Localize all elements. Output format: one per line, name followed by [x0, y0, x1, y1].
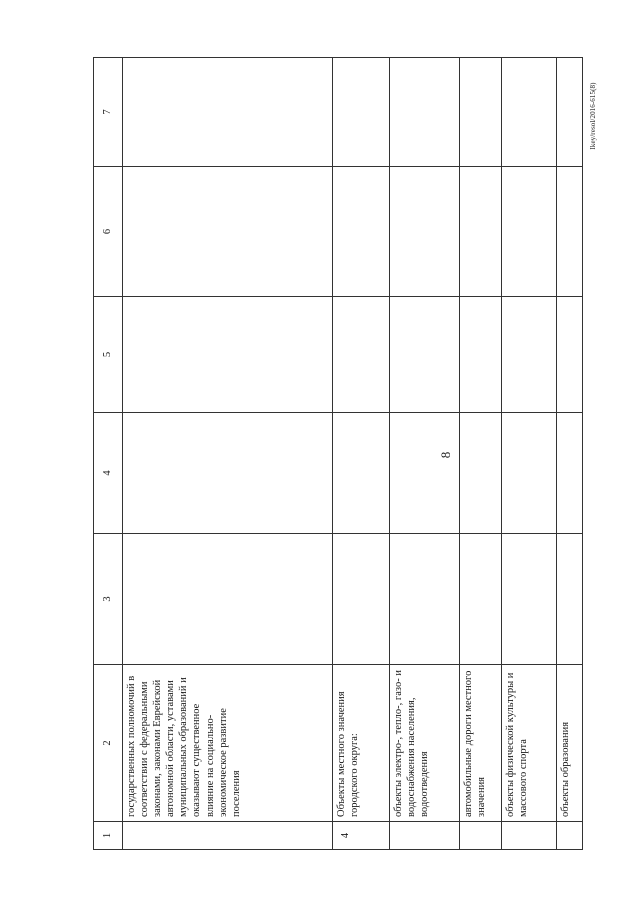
- page-number: 8: [438, 451, 453, 459]
- table-row: [333, 58, 390, 850]
- empty-cell: [333, 297, 390, 413]
- empty-cell: [123, 413, 333, 534]
- empty-cell: [390, 167, 460, 297]
- row-number-cell: [333, 822, 390, 850]
- column-header: 3: [94, 534, 123, 665]
- empty-cell: [390, 297, 460, 413]
- column-header: 7: [94, 58, 123, 167]
- empty-cell: [460, 58, 502, 167]
- empty-cell: [460, 534, 502, 665]
- table-row: [123, 58, 333, 850]
- empty-cell: [390, 58, 460, 167]
- row-number-cell: [390, 822, 460, 850]
- row-text: государственных полномочий в соответствии с федеральными законами, законами Еврейской автономной области, уставами муниципальных образований и оказывают существенное влияние на социально-экономическое развитие поселения: [126, 675, 242, 817]
- row-text-cell: [333, 665, 390, 822]
- row-number-cell: [460, 822, 502, 850]
- row-text-cell: [390, 665, 460, 822]
- row-text-cell: [557, 665, 583, 822]
- row-text: Объекты местного значения городского округа:: [336, 691, 361, 817]
- empty-cell: [123, 167, 333, 297]
- empty-cell: [557, 167, 583, 297]
- data-table: [93, 57, 583, 850]
- empty-cell: [557, 534, 583, 665]
- row-text: объекты образования: [560, 721, 571, 817]
- row-number: [460, 822, 466, 849]
- table-row: [502, 58, 557, 850]
- row-number-cell: [502, 822, 557, 850]
- table-row: [557, 58, 583, 850]
- document-id: Ikey/resol/2016-615(8): [589, 82, 597, 150]
- empty-cell: [390, 534, 460, 665]
- table-header-row: [94, 58, 123, 850]
- empty-cell: [557, 297, 583, 413]
- row-number: [390, 822, 396, 849]
- row-number: 4: [340, 832, 351, 839]
- column-header: 1: [94, 822, 123, 850]
- empty-cell: [333, 413, 390, 534]
- empty-cell: [123, 297, 333, 413]
- empty-cell: [557, 413, 583, 534]
- table-row: [390, 58, 460, 850]
- row-text-cell: [123, 665, 333, 822]
- empty-cell: [333, 58, 390, 167]
- row-number-cell: [123, 822, 333, 850]
- column-header: 5: [94, 297, 123, 413]
- table-frame: [93, 58, 583, 850]
- row-text: автомобильные дороги местного значения: [463, 670, 488, 817]
- empty-cell: [502, 58, 557, 167]
- empty-cell: [460, 413, 502, 534]
- column-header: 4: [94, 413, 123, 534]
- empty-cell: [502, 534, 557, 665]
- table-row: [460, 58, 502, 850]
- empty-cell: [502, 413, 557, 534]
- empty-cell: [390, 413, 460, 534]
- row-text-cell: [460, 665, 502, 822]
- empty-cell: [460, 297, 502, 413]
- empty-cell: [123, 58, 333, 167]
- row-number: [557, 822, 563, 849]
- row-text-cell: [502, 665, 557, 822]
- empty-cell: [557, 58, 583, 167]
- row-number: [123, 822, 129, 849]
- row-text: объекты физической культуры и массового спорта: [505, 672, 530, 817]
- row-number: [502, 822, 508, 849]
- empty-cell: [123, 534, 333, 665]
- empty-cell: [333, 167, 390, 297]
- column-header: 6: [94, 167, 123, 297]
- row-number-cell: [557, 822, 583, 850]
- row-text: объекты электро-, тепло-, газо- и водоснабжения населения, водоотведения: [393, 670, 431, 817]
- empty-cell: [333, 534, 390, 665]
- empty-cell: [460, 167, 502, 297]
- column-header: 2: [94, 665, 123, 822]
- empty-cell: [502, 167, 557, 297]
- empty-cell: [502, 297, 557, 413]
